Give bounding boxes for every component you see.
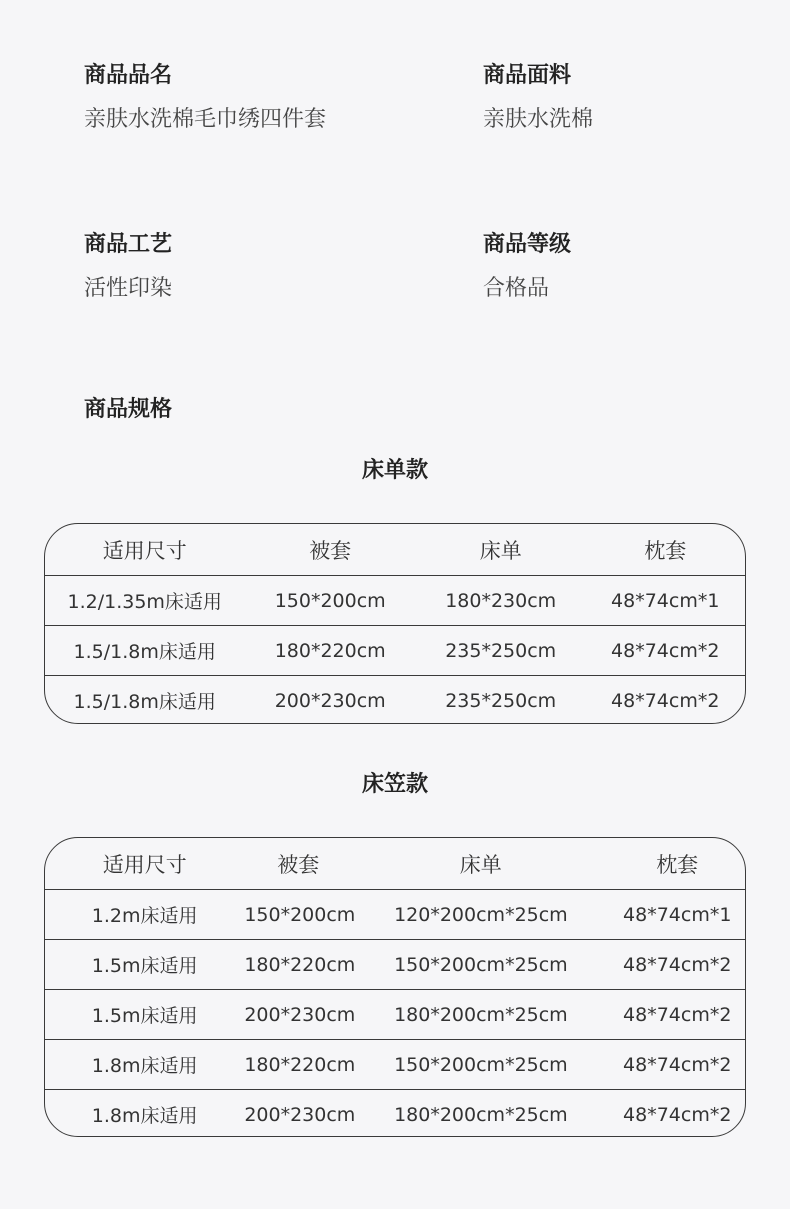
cell-sheet: 235*250cm — [445, 689, 557, 712]
attr-label: 商品等级 — [483, 232, 572, 257]
cell-size: 1.2m床适用 — [91, 905, 198, 927]
table2-fitted-spec — [44, 837, 746, 1137]
cell-size: 1.5m床适用 — [91, 955, 198, 977]
table-row — [45, 625, 745, 675]
table2-title: 床笠款 — [361, 772, 428, 797]
attr-value: 亲肤水洗棉 — [483, 107, 594, 132]
table-row — [45, 575, 745, 625]
cell-pillowcase: 48*74cm*2 — [623, 1053, 732, 1076]
table-row — [45, 939, 745, 989]
cell-duvet: 150*200cm — [274, 589, 386, 612]
cell-duvet: 180*220cm — [274, 639, 386, 662]
attr-value: 合格品 — [483, 276, 550, 301]
cell-duvet: 150*200cm — [244, 903, 356, 926]
attr-value: 活性印染 — [84, 276, 173, 301]
cell-pillowcase: 48*74cm*2 — [623, 1103, 732, 1126]
cell-size: 1.2/1.35m床适用 — [67, 591, 222, 613]
table-row — [45, 1089, 745, 1137]
attr-fabric — [483, 62, 593, 134]
cell-duvet: 200*230cm — [274, 689, 386, 712]
cell-sheet: 180*200cm*25cm — [394, 1003, 568, 1026]
cell-duvet: 180*220cm — [244, 953, 356, 976]
cell-sheet: 120*200cm*25cm — [394, 903, 568, 926]
cell-size: 1.5/1.8m床适用 — [73, 641, 216, 663]
table-row — [45, 889, 745, 939]
cell-pillowcase: 48*74cm*1 — [611, 589, 720, 612]
table-row — [45, 675, 745, 724]
spec-section-title: 商品规格 — [84, 397, 173, 422]
cell-sheet: 180*230cm — [445, 589, 557, 612]
attr-value: 亲肤水洗棉毛巾绣四件套 — [84, 107, 327, 132]
table1-sheet-spec — [44, 523, 746, 724]
header-duvet: 被套 — [277, 852, 320, 877]
attr-label: 商品工艺 — [84, 232, 173, 257]
table-row — [45, 1039, 745, 1089]
header-size: 适用尺寸 — [102, 852, 187, 877]
cell-sheet: 180*200cm*25cm — [394, 1103, 568, 1126]
cell-pillowcase: 48*74cm*2 — [611, 639, 720, 662]
cell-duvet: 180*220cm — [244, 1053, 356, 1076]
cell-duvet: 200*230cm — [244, 1003, 356, 1026]
table1-title: 床单款 — [361, 458, 428, 483]
attr-grade — [483, 231, 571, 303]
cell-duvet: 200*230cm — [244, 1103, 356, 1126]
table-header-row — [45, 838, 745, 889]
cell-pillowcase: 48*74cm*2 — [623, 1003, 732, 1026]
cell-size: 1.8m床适用 — [91, 1055, 198, 1077]
attr-craft — [84, 231, 172, 303]
table-row — [45, 989, 745, 1039]
cell-sheet: 235*250cm — [445, 639, 557, 662]
table-header-row — [45, 524, 745, 575]
attr-product-name — [84, 62, 326, 134]
cell-size: 1.5/1.8m床适用 — [73, 691, 216, 713]
header-pillowcase: 枕套 — [644, 538, 687, 563]
header-size: 适用尺寸 — [102, 538, 187, 563]
cell-pillowcase: 48*74cm*2 — [611, 689, 720, 712]
header-duvet: 被套 — [309, 538, 352, 563]
header-sheet: 床单 — [459, 852, 502, 877]
cell-pillowcase: 48*74cm*1 — [623, 903, 732, 926]
header-pillowcase: 枕套 — [656, 852, 699, 877]
cell-pillowcase: 48*74cm*2 — [623, 953, 732, 976]
cell-size: 1.5m床适用 — [91, 1005, 198, 1027]
header-sheet: 床单 — [479, 538, 522, 563]
attr-label: 商品品名 — [84, 63, 173, 88]
attr-label: 商品面料 — [483, 63, 572, 88]
cell-sheet: 150*200cm*25cm — [394, 1053, 568, 1076]
cell-size: 1.8m床适用 — [91, 1105, 198, 1127]
cell-sheet: 150*200cm*25cm — [394, 953, 568, 976]
